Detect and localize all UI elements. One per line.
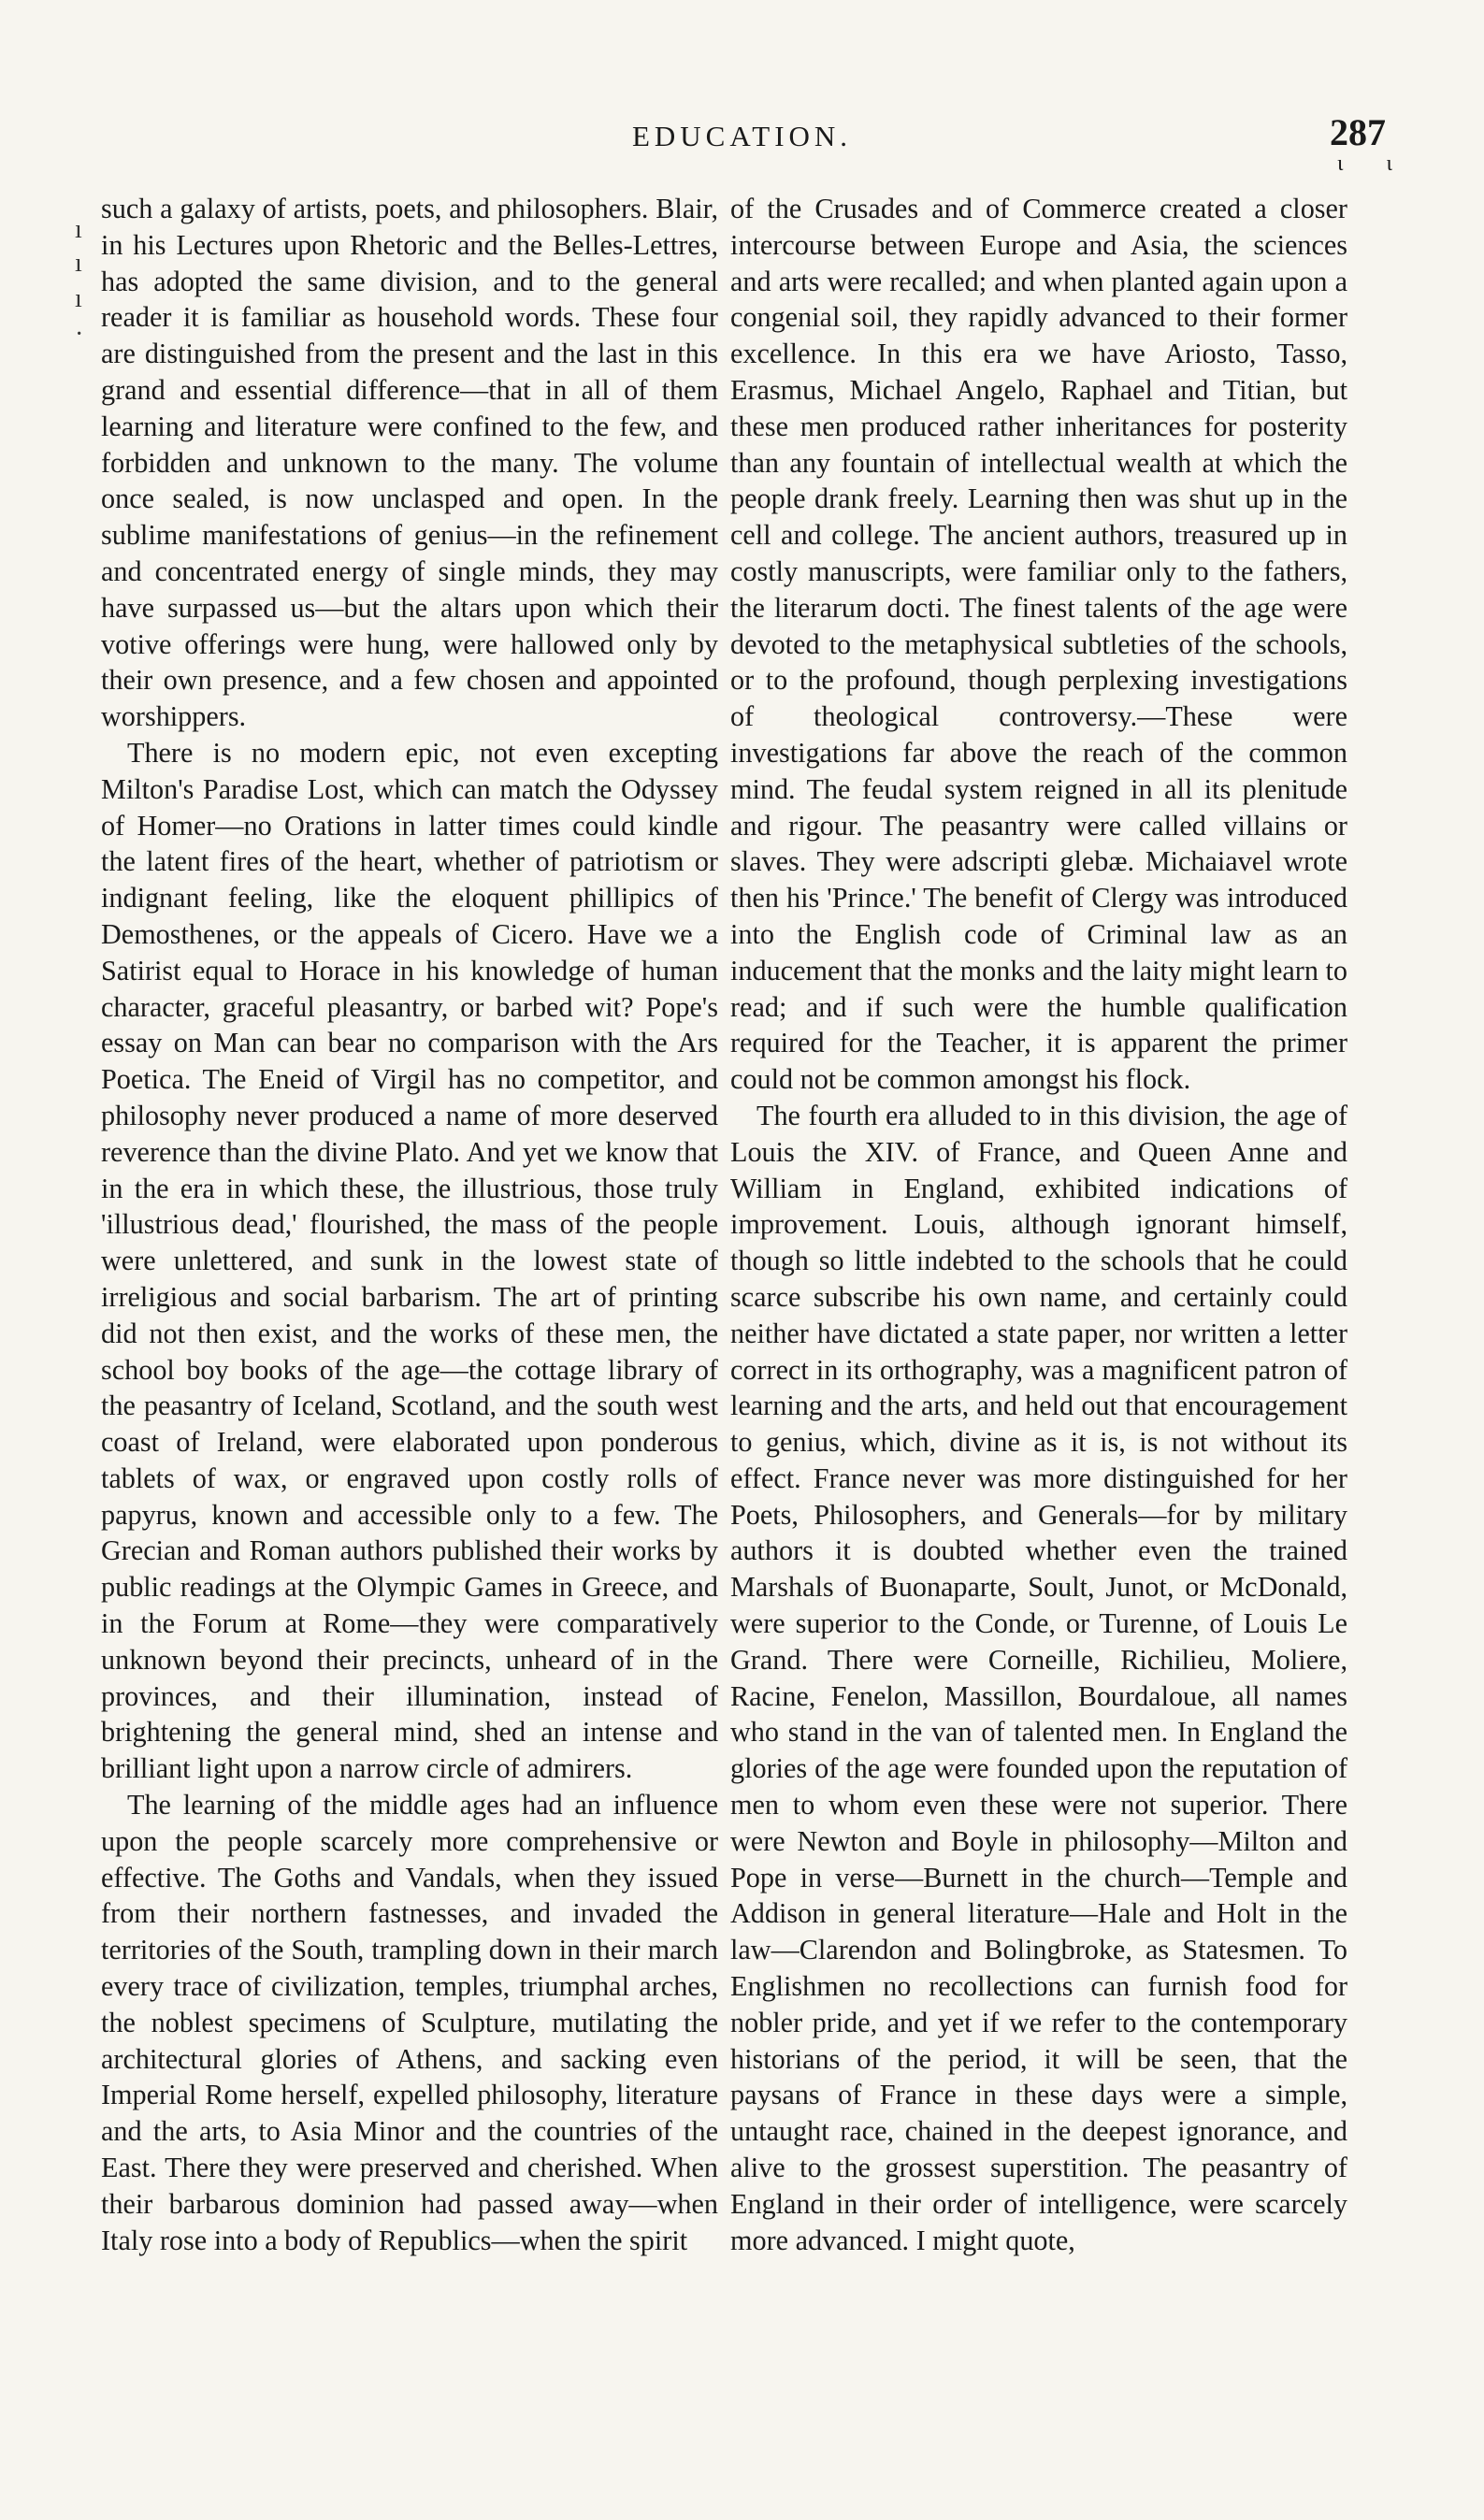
margin-tick: ı	[75, 284, 82, 313]
paragraph: such a galaxy of artists, poets, and philosophers. Blair, in his Lectures upon Rhetoric and the Belles-Lettres, has adopted the same division, and to the general reader it is familiar as household words. These four are distinguished from the present and the last in this grand and essential difference—that in all of them learning and literature were confined to the few, and forbidden and unknown to the many. The volume once sealed, is now unclasped and open. In the sublime manifestations of genius—in the refinement and concentrated energy of single minds, they may have surpassed us—but the altars upon which their votive offerings were hung, were hallowed only by their own presence, and a few chosen and appointed worshippers.	[101, 193, 718, 733]
left-column	[101, 191, 718, 2258]
paragraph: The fourth era alluded to in this division, the age of Louis the XIV. of France, and Queen Anne and William in England, exhibited indications of improvement. Louis, although ignorant himself, though so little indebted to the schools that he could scarce subscribe his own name, and certainly could neither have dictated a state paper, nor written a letter correct in its orthography, was a magnificent patron of learning and the arts, and held out that encouragement to genius, which, divine as it is, is not without its effect. France never was more distinguished for her Poets, Philosophers, and Generals—for by military authors it is doubted whether even the trained Marshals of Buonaparte, Soult, Junot, or McDonald, were superior to the Conde, or Turenne, of Louis Le Grand. There were Corneille, Richilieu, Moliere, Racine, Fenelon, Massillon, Bourdaloue, all names who stand in the van of talented men. In England the glories of the age were founded upon the reputation of men to whom even these were not superior. There were Newton and Boyle in philosophy—Milton and Pope in verse—Burnett in the church—Temple and Addison in general literature—Hale and Holt in the law—Clarendon and Bolingbroke, as Statesmen. To Englishmen no recollections can furnish food for nobler pride, and yet if we refer to the contemporary historians of the period, it will be seen, that the paysans of France in these days were a simple, untaught race, chained in the deepest ignorance, and alive to the grossest superstition. The peasantry of England in their order of intelligence, were scarcely more advanced. I might quote,	[730, 1099, 1347, 2256]
margin-tick: ı	[75, 249, 82, 278]
paragraph: of the Crusades and of Commerce created a closer intercourse between Europe and Asia, the sciences and arts were recalled; and when planted again upon a congenial soil, they rapidly advanced to their former excellence. In this era we have Ariosto, Tasso, Erasmus, Michael Angelo, Raphael and Titian, but these men produced rather inheritances for posterity than any fountain of intellectual wealth at which the people drank freely. Learning then was shut up in the cell and college. The ancient authors, treasured up in costly manuscripts, were familiar only to the fathers, the literarum docti. The finest talents of the age were devoted to the metaphysical subtleties of the schools, or to the profound, though perplexing investigations of theological controversy.—These were investigations far above the reach of the common mind. The feudal system reigned in all its plenitude and rigour. The peasantry were called villains or slaves. They were adscripti glebæ. Michaiavel wrote then his 'Prince.' The benefit of Clergy was introduced into the English code of Criminal law as an inducement that the monks and the laity might learn to read; and if such were the humble qualification required for the Teacher, it is apparent the primer could not be common amongst his flock.	[730, 193, 1347, 1096]
page-header	[0, 110, 1484, 176]
margin-tick: ·	[75, 320, 84, 349]
paragraph: The learning of the middle ages had an influence upon the people scarcely more comprehensive or effective. The Goths and Vandals, when they issued from their northern fastnesses, and invaded the territories of the South, trampling down in their march every trace of civilization, temples, triumphal arches, the noblest specimens of Sculpture, mutilating the architectural glories of Athens, and sacking even Imperial Rome herself, expelled philosophy, literature and the arts, to Asia Minor and the countries of the East. There they were preserved and cherished. When their barbarous dominion had passed away—when Italy rose into a body of Republics—when the spirit	[101, 1789, 718, 2256]
right-column	[730, 191, 1347, 2258]
paragraph: There is no modern epic, not even excepting Milton's Paradise Lost, which can match the Odyssey of Homer—no Orations in latter times could kindle the latent fires of the heart, whether of patriotism or indignant feeling, like the eloquent phillipics of Demosthenes, or the appeals of Cicero. Have we a Satirist equal to Horace in his knowledge of human character, graceful pleasantry, or barbed wit? Pope's essay on Man can bear no comparison with the Ars Poetica. The Eneid of Virgil has no competitor, and philosophy never produced a name of more deserved reverence than the divine Plato. And yet we know that in the era in which these, the illustrious, those truly 'illustrious dead,' flourished, the mass of the people were unlettered, and sunk in the lowest state of irreligious and social barbarism. The art of printing did not then exist, and the works of these men, the school boy books of the age—the cottage library of the peasantry of Iceland, Scotland, and the south west coast of Ireland, were elaborated upon ponderous tablets of wax, or engraved upon costly rolls of papyrus, known and accessible only to a few. The Grecian and Roman authors published their works by public readings at the Olympic Games in Greece, and in the Forum at Rome—they were comparatively unknown beyond their precincts, unheard of in the provinces, and their illumination, instead of brightening the general mind, shed an intense and brilliant light upon a narrow circle of admirers.	[101, 736, 718, 1785]
page-number: 287	[1330, 111, 1386, 153]
stray-marks: ι ι	[1337, 151, 1411, 176]
margin-tick: ı	[75, 215, 82, 244]
running-title: EDUCATION.	[631, 120, 853, 152]
